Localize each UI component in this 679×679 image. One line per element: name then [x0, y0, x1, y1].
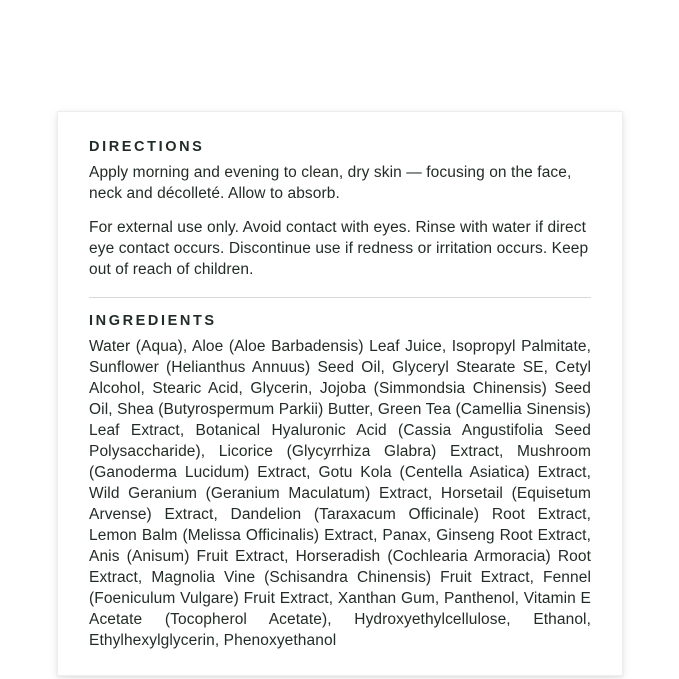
directions-section [89, 139, 591, 280]
label-card [57, 111, 623, 676]
ingredients-section [89, 313, 591, 651]
directions-paragraph-usage: Apply morning and evening to clean, dry skin — focusing on the face, neck and décolleté. Allow to absorb. [89, 164, 572, 202]
directions-paragraph-warning: For external use only. Avoid contact with eyes. Rinse with water if direct eye contact occurs. Discontinue use if redness or irritation occurs. Keep out of reach of children. [89, 219, 589, 278]
ingredients-text: Water (Aqua), Aloe (Aloe Barbadensis) Leaf Juice, Isopropyl Palmitate, Sunflower (Helianthus Annuus) Seed Oil, Glyceryl Stearate SE, Cetyl Alcohol, Stearic Acid, Glycerin, Jojoba (Simmondsia Chinensis) Seed Oil, Shea (Butyrospermum Parkii) Butter, Green Tea (Camellia Sinensis) Leaf Extract, Botanical Hyaluronic Acid (Cassia Angustifolia Seed Polysaccharide), Licorice (Glycyrrhiza Glabra) Extract, Mushroom (Ganoderma Lucidum) Extract, Gotu Kola (Centella Asiatica) Extract, Wild Geranium (Geranium Maculatum) Extract, Horsetail (Equisetum Arvense) Extract, Dandelion (Taraxacum Officinale) Root Extract, Lemon Balm (Melissa Officinalis) Extract, Panax, Ginseng Root Extract, Anis (Anisum) Fruit Extract, Horseradish (Cochlearia Armoracia) Root Extract, Magnolia Vine (Schisandra Chinensis) Fruit Extract, Fennel (Foeniculum Vulgare) Fruit Extract, Xanthan Gum, Panthenol, Vitamin E Acetate (Tocopherol Acetate), Hydroxyethylcellulose, Ethanol, Ethylhexylglycerin, Phenoxyethanol [89, 338, 591, 649]
directions-heading: DIRECTIONS [89, 139, 205, 155]
ingredients-heading: INGREDIENTS [89, 313, 217, 329]
section-divider [89, 297, 591, 298]
